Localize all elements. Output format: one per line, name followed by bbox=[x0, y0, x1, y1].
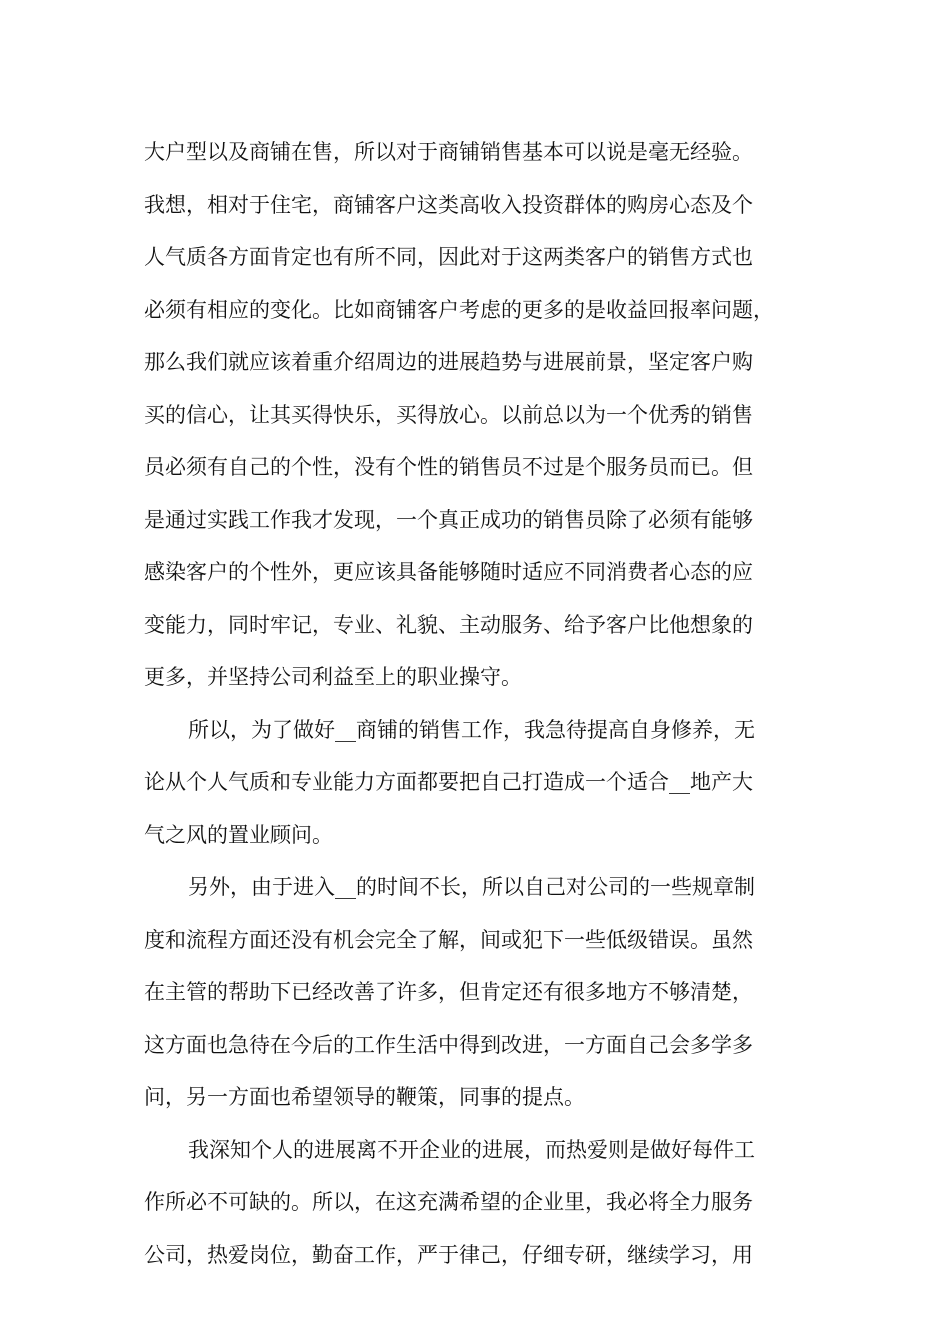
paragraph-start-line: 我深知个人的进展离不开企业的进展，而热爱则是做好每件工 bbox=[188, 1137, 755, 1162]
text-line: 员必须有自己的个性，没有个性的销售员不过是个服务员而已。但 bbox=[144, 455, 753, 479]
text-line: 人气质各方面肯定也有所不同，因此对于这两类客户的销售方式也 bbox=[144, 245, 753, 269]
text-line: 变能力，同时牢记，专业、礼貌、主动服务、给予客户比他想象的 bbox=[144, 612, 753, 637]
text-line: 论从个人气质和专业能力方面都要把自己打造成一个适合__地产大 bbox=[144, 770, 753, 794]
paragraph-start-line: 另外，由于进入__的时间不长，所以自己对公司的一些规章制 bbox=[188, 875, 755, 899]
body-text bbox=[144, 126, 824, 1281]
text-line: 大户型以及商铺在售，所以对于商铺销售基本可以说是毫无经验。 bbox=[144, 140, 753, 164]
text-line: 这方面也急待在今后的工作生活中得到改进，一方面自己会多学多 bbox=[144, 1032, 753, 1057]
text-line: 公司，热爱岗位，勤奋工作，严于律己，仔细专研，继续学习，用 bbox=[144, 1242, 753, 1267]
text-line: 买的信心，让其买得快乐，买得放心。以前总以为一个优秀的销售 bbox=[144, 402, 753, 427]
text-line: 问，另一方面也希望领导的鞭策，同事的提点。 bbox=[144, 1085, 585, 1109]
text-line: 气之风的置业顾问。 bbox=[144, 822, 333, 847]
text-line: 我想，相对于住宅，商铺客户这类高收入投资群体的购房心态及个 bbox=[144, 192, 753, 217]
text-line: 是通过实践工作我才发现，一个真正成功的销售员除了必须有能够 bbox=[144, 507, 753, 532]
text-line: 感染客户的个性外，更应该具备能够随时适应不同消费者心态的应 bbox=[144, 560, 753, 584]
text-line: 度和流程方面还没有机会完全了解，间或犯下一些低级错误。虽然 bbox=[144, 927, 753, 952]
text-line: 作所必不可缺的。所以，在这充满希望的企业里，我必将全力服务 bbox=[144, 1190, 753, 1214]
text-line: 在主管的帮助下已经改善了许多，但肯定还有很多地方不够清楚， bbox=[144, 980, 753, 1004]
text-line: 必须有相应的变化。比如商铺客户考虑的更多的是收益回报率问题， bbox=[144, 297, 774, 322]
text-line: 更多，并坚持公司利益至上的职业操守。 bbox=[144, 665, 522, 689]
text-line: 那么我们就应该着重介绍周边的进展趋势与进展前景，坚定客户购 bbox=[144, 350, 753, 374]
paragraph-start-line: 所以，为了做好__商铺的销售工作，我急待提高自身修养，无 bbox=[188, 717, 755, 742]
